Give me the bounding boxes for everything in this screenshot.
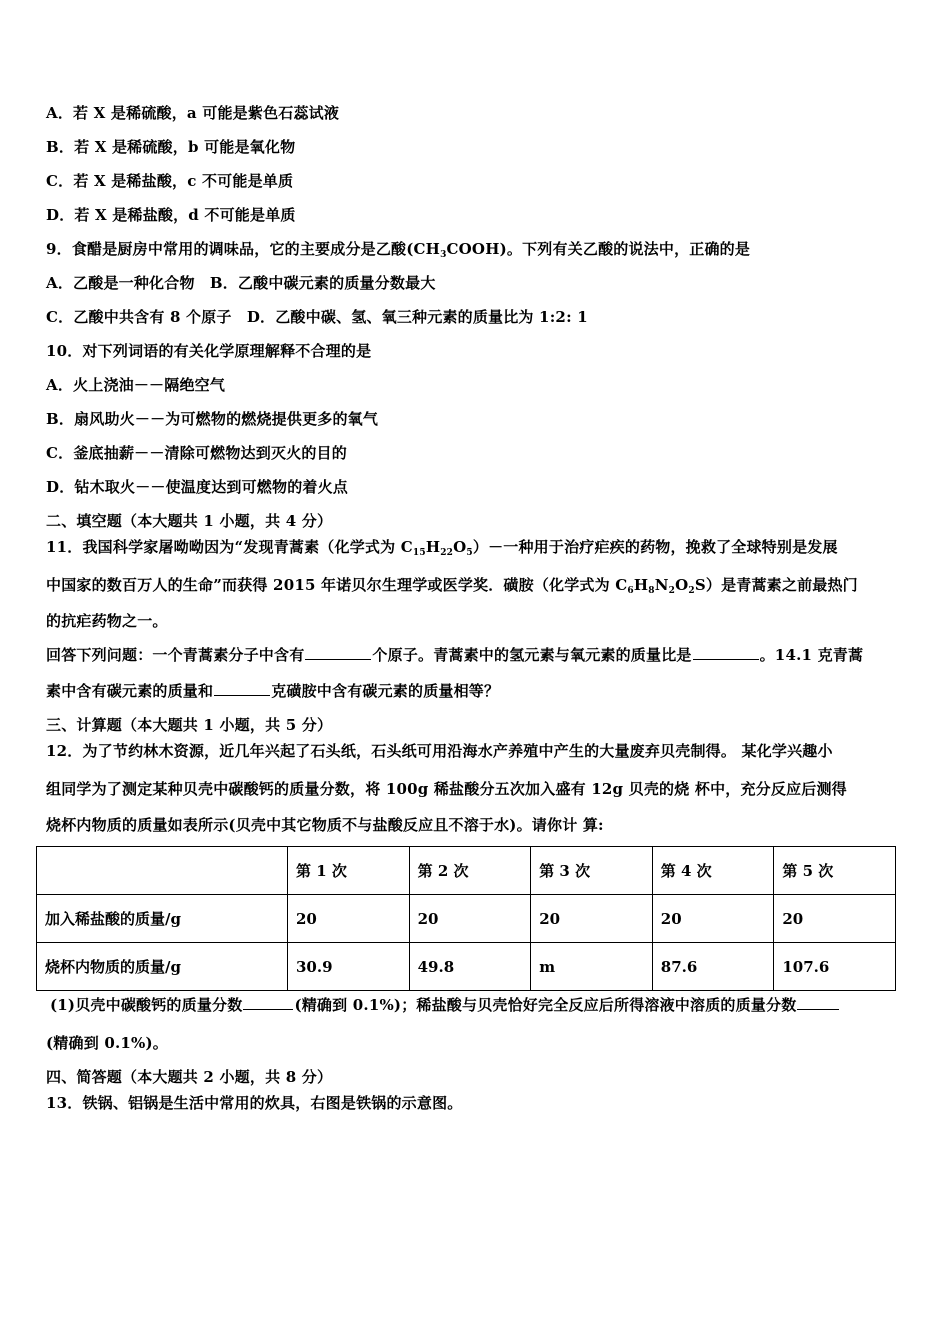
q11-line-4: 回答下列问题：一个青蒿素分子中含有 个原子。青蒿素中的氢元素与氧元素的质量比是 。14.1 克青蒿 xyxy=(46,646,864,664)
table-cell xyxy=(37,847,288,895)
table-cell: 第 4 次 xyxy=(652,847,774,895)
q11-line-1: 11．我国科学家屠呦呦因为“发现青蒿素（化学式为 $C_{15}H_{22}O_5)-$一种用于治疗疟疾的药物，挽救了全球特别是发展 xyxy=(46,538,838,558)
table-row xyxy=(37,943,896,991)
section-heading-fill-in: 二、填空题（本大题共 1 小题，共 4 分） xyxy=(46,512,333,530)
table-cell: 20 xyxy=(288,895,410,943)
table-cell: 第 2 次 xyxy=(409,847,531,895)
table-cell: 20 xyxy=(652,895,774,943)
answer-blank-solute-fraction[interactable] xyxy=(797,995,839,1010)
table-cell: 20 xyxy=(774,895,896,943)
table-cell: 20 xyxy=(531,895,653,943)
q8-option-b: B．若 X 是稀硫酸，b 可能是氧化物 xyxy=(46,138,296,156)
answer-blank-caco3-fraction[interactable] xyxy=(243,995,293,1010)
section-heading-short-answer: 四、简答题（本大题共 2 小题，共 8 分） xyxy=(46,1068,333,1086)
q9-stem: 9．食醋是厨房中常用的调味品，它的主要成分是乙酸$(CH_3COOH)$。下列有关乙酸的说法中，正确的是 xyxy=(46,240,751,260)
q9-options-cd: C．乙酸中共含有 8 个原子 D．乙酸中碳、氢、氧三种元素的质量比为 1:2: 1 xyxy=(46,308,588,326)
q10-option-b: B．扇风助火－－为可燃物的燃烧提供更多的氧气 xyxy=(46,410,379,428)
q12-line-3: 烧杯内物质的质量如表所示(贝壳中其它物质不与盐酸反应且不溶于水)。请你计 算: xyxy=(46,816,604,834)
table-cell: 第 5 次 xyxy=(774,847,896,895)
table-cell: m xyxy=(531,943,653,991)
table-header-row xyxy=(37,847,896,895)
table-row xyxy=(37,895,896,943)
answer-blank-sulfonamide-mass[interactable] xyxy=(214,681,270,696)
q8-option-a: A．若 X 是稀硫酸，a 可能是紫色石蕊试液 xyxy=(46,104,340,122)
table-cell: 49.8 xyxy=(409,943,531,991)
answer-blank-atom-count[interactable] xyxy=(305,645,371,660)
q10-option-a: A．火上浇油－－隔绝空气 xyxy=(46,376,226,394)
q10-option-d: D．钻木取火－－使温度达到可燃物的着火点 xyxy=(46,478,349,496)
table-cell: 87.6 xyxy=(652,943,774,991)
table-cell: 加入稀盐酸的质量/g xyxy=(37,895,288,943)
table-cell: 第 1 次 xyxy=(288,847,410,895)
q13-stem: 13．铁锅、铝锅是生活中常用的炊具，右图是铁锅的示意图。 xyxy=(46,1094,463,1112)
q10-stem: 10．对下列词语的有关化学原理解释不合理的是 xyxy=(46,342,372,360)
data-table xyxy=(36,846,896,991)
q12-line-2: 组同学为了测定某种贝壳中碳酸钙的质量分数，将 100g 稀盐酸分五次加入盛有 12g 贝壳的烧 杯中，充分反应后测得 xyxy=(46,780,847,798)
q8-option-d: D．若 X 是稀盐酸，d 不可能是单质 xyxy=(46,206,296,224)
q11-line-2: 中国家的数百万人的生命”而获得 2015 年诺贝尔生理学或医学奖．磺胺（化学式为 $C_6H_8N_2O_2S$）是青蒿素之前最热门 xyxy=(46,576,858,596)
q8-option-c: C．若 X 是稀盐酸，c 不可能是单质 xyxy=(46,172,294,190)
section-heading-calculation: 三、计算题（本大题共 1 小题，共 5 分） xyxy=(46,716,333,734)
q10-option-c: C．釜底抽薪－－清除可燃物达到灭火的目的 xyxy=(46,444,347,462)
table-cell: 20 xyxy=(409,895,531,943)
table-cell: 107.6 xyxy=(774,943,896,991)
table-cell: 30.9 xyxy=(288,943,410,991)
q12-answer-line: (1)贝壳中碳酸钙的质量分数 (精确到 0.1%)；稀盐酸与贝壳恰好完全反应后所得溶液中溶质的质量分数 xyxy=(50,994,840,1015)
q9-options-ab: A．乙酸是一种化合物 B．乙酸中碳元素的质量分数最大 xyxy=(46,274,436,292)
q11-line-3: 的抗疟药物之一。 xyxy=(46,612,168,630)
table-cell: 第 3 次 xyxy=(531,847,653,895)
answer-blank-mass-ratio[interactable] xyxy=(693,645,759,660)
q11-line-5: 素中含有碳元素的质量和 克磺胺中含有碳元素的质量相等？ xyxy=(46,682,500,700)
table-cell: 烧杯内物质的质量/g xyxy=(37,943,288,991)
q12-line-1: 12．为了节约林木资源，近几年兴起了石头纸，石头纸可用沿海水产养殖中产生的大量废弃贝壳制得。 某化学兴趣小 xyxy=(46,742,833,760)
q12-answer-line-2: (精确到 0.1%)。 xyxy=(46,1034,168,1052)
